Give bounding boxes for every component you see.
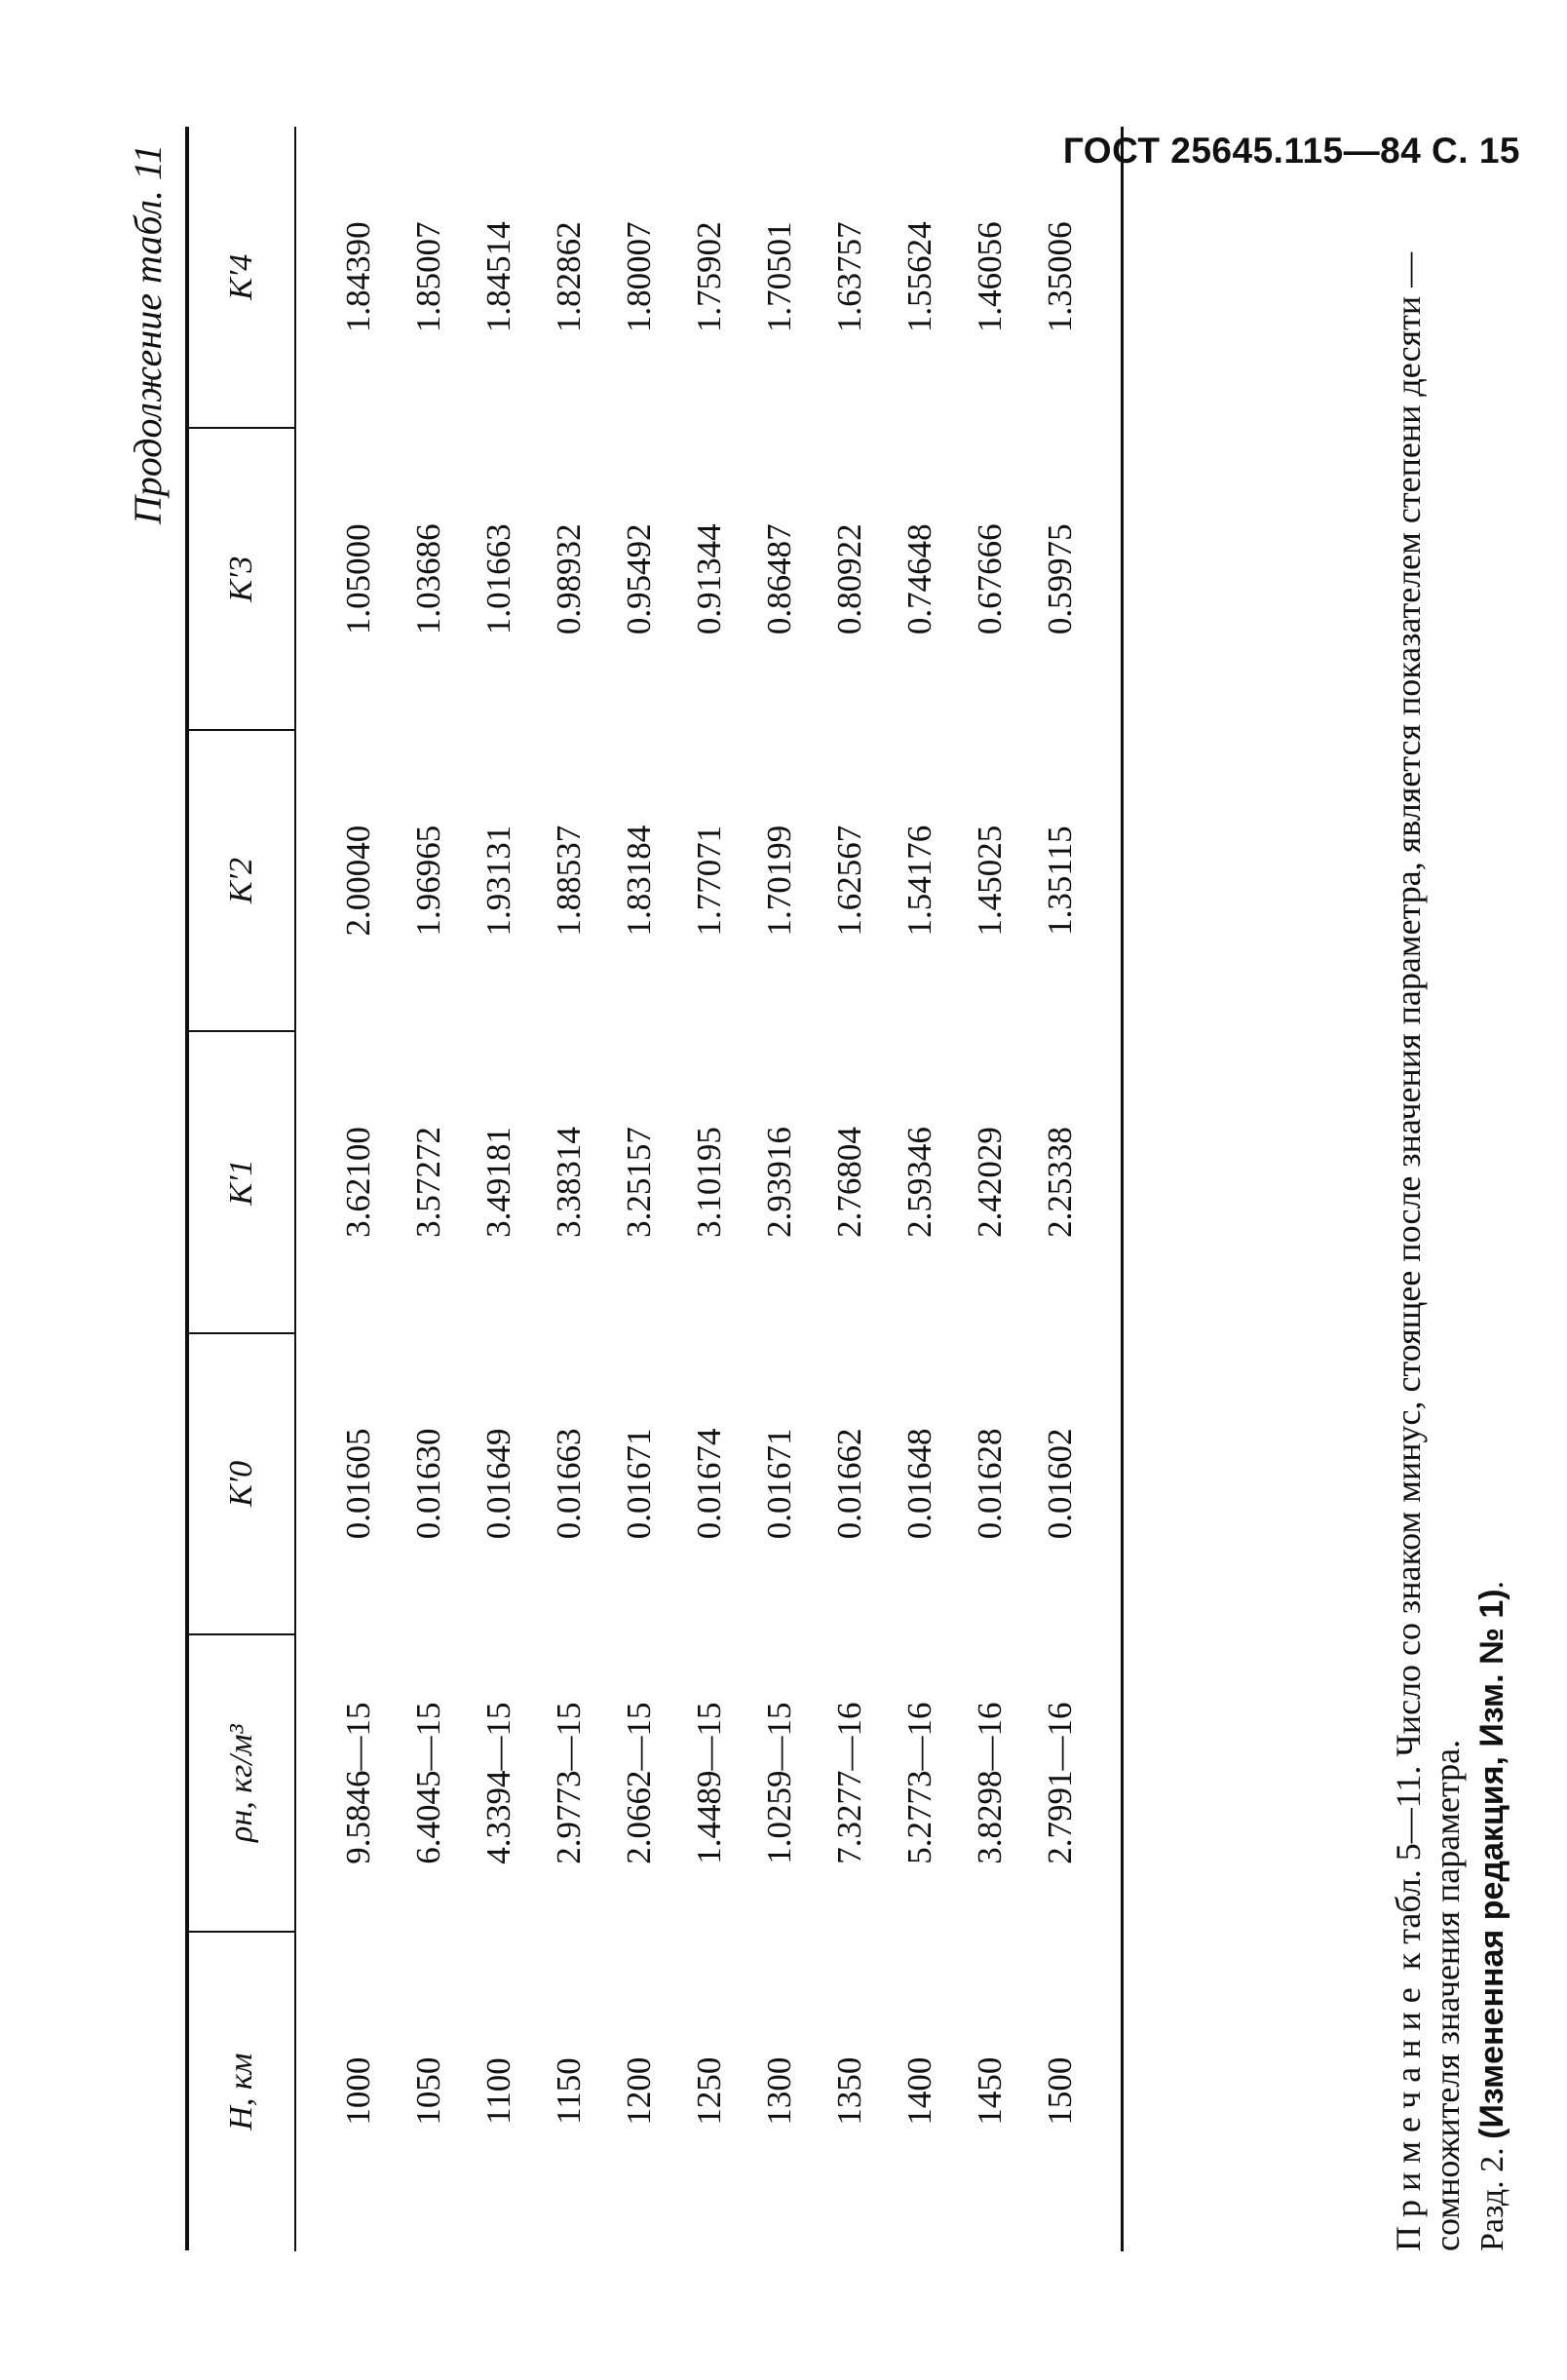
column-header-k3: K′3 [187,428,295,729]
table-cell: 2.25338 [1041,1127,1079,1238]
table-row [295,127,394,2250]
table-row [604,127,674,2250]
table-row [464,127,534,2250]
table-cell: 1.88537 [550,825,588,937]
data-table [185,127,1124,2251]
table-cell: 0.59975 [1041,523,1079,635]
table-cell: 4.3394—15 [479,1702,517,1864]
table-cell: 1.55624 [900,221,938,333]
column-header-k2: K′2 [187,730,295,1031]
table-cell: 1.75902 [690,221,728,333]
page-header: ГОСТ 25645.115—84 С. 15 [1062,131,1520,171]
table-cell: 1.93131 [479,825,517,937]
table-cell: 0.01674 [690,1428,728,1540]
table-cell: 0.01602 [1041,1428,1079,1540]
table-cell: 1250 [690,2056,728,2126]
table-cell: 1.70199 [760,825,798,937]
table-cell: 0.01671 [620,1428,658,1540]
table-cell: 3.25157 [620,1127,658,1238]
column-header-height: H, км [187,1932,295,2250]
table-cell: 1050 [409,2056,447,2126]
table-cell: 2.0662—15 [620,1702,658,1864]
table-row [1025,127,1123,2250]
table-cell: 1.35115 [1041,825,1079,936]
amendment-bold: (Измененная редакция, Изм. № 1) [1473,1589,1510,2139]
table-cell: 0.91344 [690,523,728,635]
table-cell: 1350 [830,2056,868,2126]
table-row [394,127,464,2250]
table-cell: 1.45025 [971,825,1009,937]
table-row [885,127,955,2250]
note-label: Примечание [1389,1978,1428,2251]
table-cell: 9.5846—15 [339,1702,377,1864]
table-cell: 1000 [339,2056,377,2126]
table-cell: 1.85007 [409,221,447,333]
table-cell: 3.8298—16 [971,1702,1009,1864]
table-cell: 3.62100 [339,1127,377,1238]
table-cell: 1150 [550,2057,588,2125]
table-cell: 1400 [900,2056,938,2126]
column-header-density: ρн, кг/м³ [187,1634,295,1932]
table-cell: 2.59346 [900,1127,938,1238]
table-cell: 2.76804 [830,1127,868,1238]
table-row [955,127,1025,2250]
table-cell: 0.01671 [760,1428,798,1540]
table-cell: 0.98932 [550,523,588,635]
table-cell: 0.80922 [830,523,868,635]
column-header-k1: K′1 [187,1031,295,1332]
table-cell: 1100 [479,2057,517,2125]
table-cell: 0.01663 [550,1428,588,1540]
note-text: к табл. 5—11. Число со знаком минус, стоящее после значения параметра, является показателем степени десяти — сомножителя значения параметра. [1389,251,1467,2251]
table-cell: 2.00040 [339,825,377,937]
table-cell: 1500 [1041,2056,1079,2126]
amendment-prefix: Разд. 2. [1474,2138,1510,2251]
table-cell: 1.82862 [550,221,588,333]
table-cell: 1.83184 [620,825,658,937]
table-cell: 1.80007 [620,221,658,333]
table-cell: 0.95492 [620,523,658,635]
table-row [674,127,745,2250]
table-cell: 1.05000 [339,523,377,635]
table-cell: 1300 [760,2056,798,2126]
table-wrap [185,127,1124,2251]
table-cell: 1450 [971,2056,1009,2126]
table-cell: 1.4489—15 [690,1702,728,1864]
continuation-label: Продолжение табл. 11 [126,144,170,525]
table-cell: 3.57272 [409,1127,447,1238]
table-cell: 3.49181 [479,1127,517,1238]
table-cell: 1.03686 [409,523,447,635]
table-cell: 1.35006 [1041,221,1079,333]
table-cell: 0.01628 [971,1428,1009,1540]
table-cell: 3.38314 [550,1127,588,1238]
table-row [534,127,604,2250]
table-cell: 2.42029 [971,1127,1009,1238]
table-cell: 1.54176 [900,825,938,937]
rotated-content [126,127,1530,2251]
table-cell: 2.7991—16 [1041,1702,1079,1864]
table-cell: 1.84514 [479,221,517,333]
table-cell: 1.77071 [690,825,728,937]
table-cell: 1.0259—15 [760,1702,798,1864]
table-cell: 0.86487 [760,523,798,635]
table-cell: 1.46056 [971,221,1009,333]
table-cell: 2.9773—15 [550,1702,588,1864]
table-cell: 1.63757 [830,221,868,333]
table-cell: 1.01663 [479,523,517,635]
table-cell: 1.62567 [830,825,868,937]
column-header-k4: K′4 [187,127,295,428]
table-cell: 6.4045—15 [409,1702,447,1864]
column-header-k0: K′0 [187,1333,295,1634]
table-cell: 1200 [620,2056,658,2126]
table-cell: 3.10195 [690,1127,728,1238]
table-cell: 5.2773—16 [900,1702,938,1864]
table-cell: 0.74648 [900,523,938,635]
table-row [745,127,815,2250]
table-row [815,127,885,2250]
table-cell: 0.01605 [339,1428,377,1540]
table-cell: 0.01648 [900,1428,938,1540]
table-cell: 7.3277—16 [830,1702,868,1864]
amendment-line [1473,1581,1511,2251]
table-cell: 1.70501 [760,221,798,333]
table-cell: 0.01630 [409,1428,447,1540]
table-note [1389,156,1467,2251]
table-cell: 0.01662 [830,1428,868,1540]
table-cell: 0.67666 [971,523,1009,635]
amendment-suffix: . [1474,1580,1510,1590]
table-header-row [187,127,295,2250]
table-body [295,127,1123,2250]
table-cell: 2.93916 [760,1127,798,1238]
table-cell: 1.96965 [409,825,447,937]
table-cell: 0.01649 [479,1428,517,1540]
table-cell: 1.84390 [339,221,377,333]
